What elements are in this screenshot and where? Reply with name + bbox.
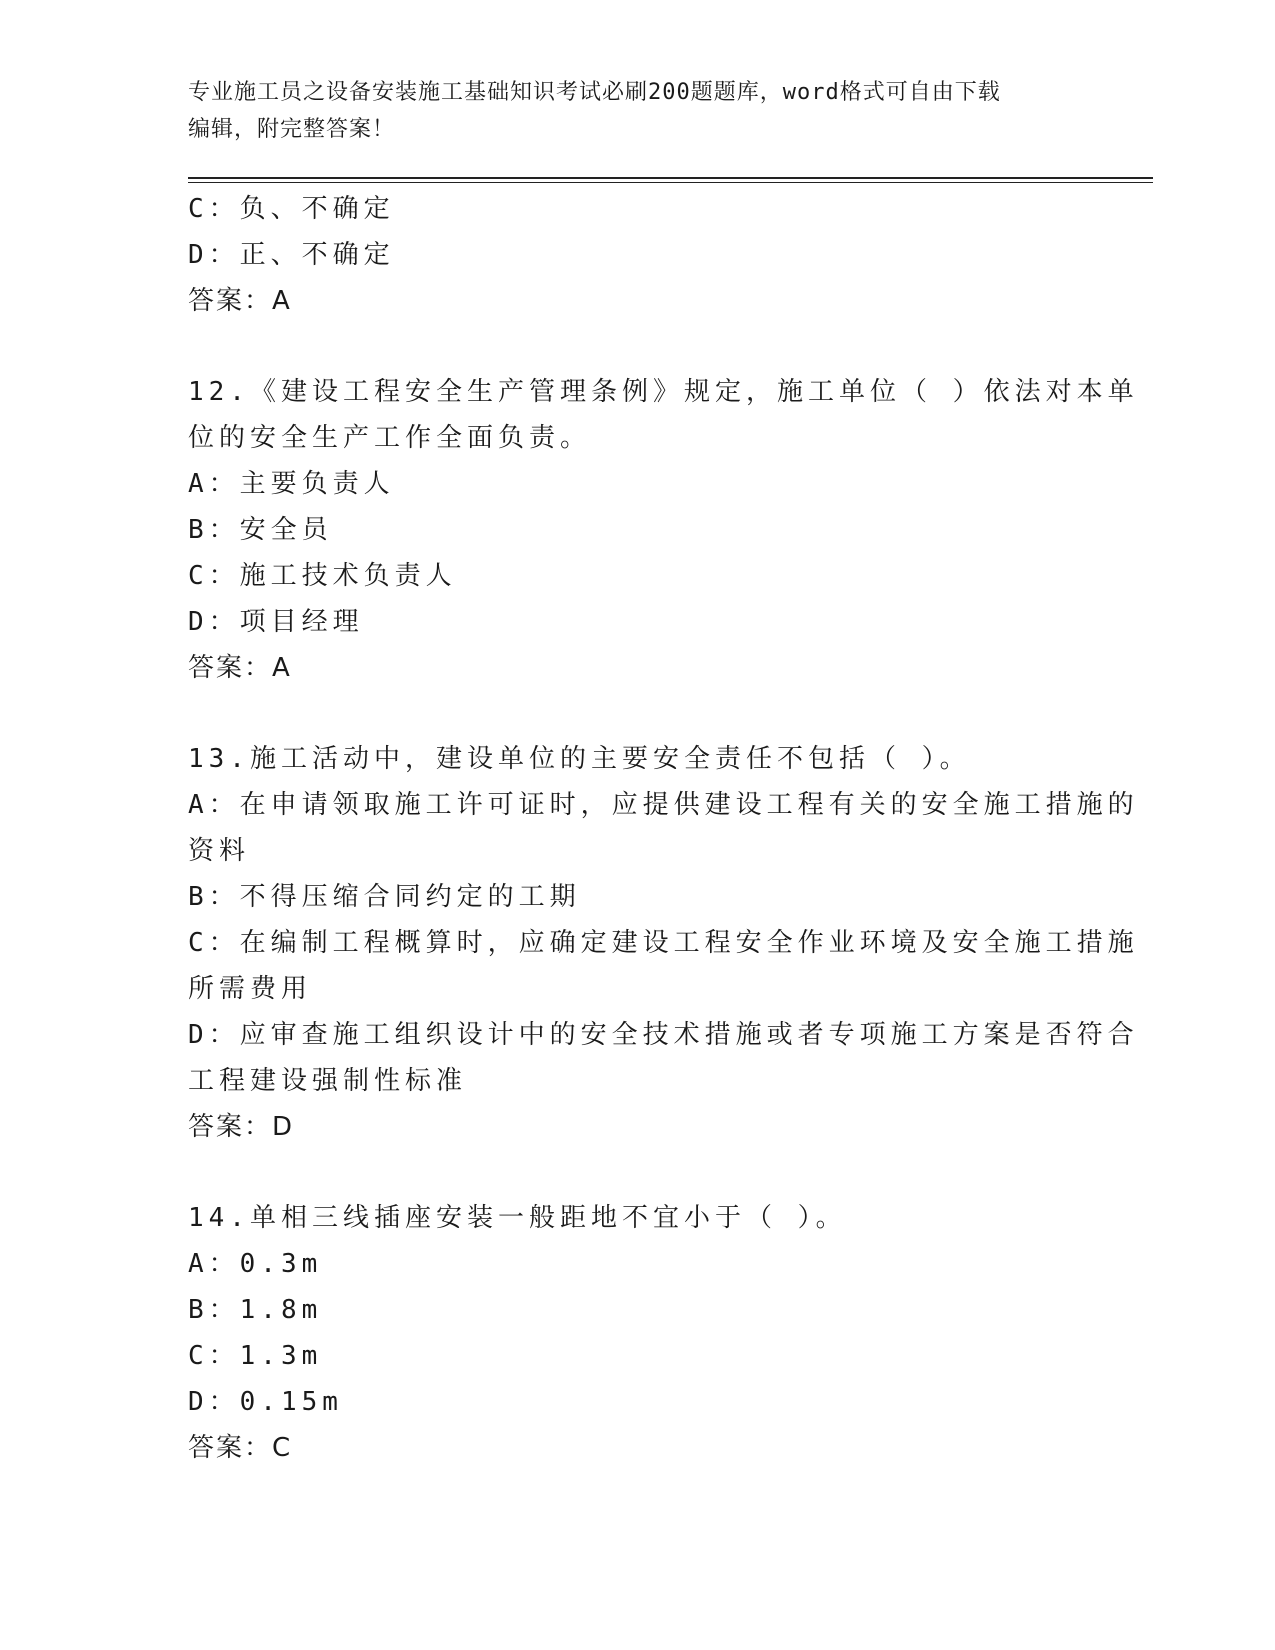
option-d: D：正、不确定 <box>188 240 395 270</box>
option-b: B：安全员 <box>188 515 333 545</box>
answer-label: 答案：D <box>188 1112 295 1142</box>
header-divider-thick <box>188 177 1153 179</box>
spacer <box>188 324 1088 369</box>
answer-label: 答案：C <box>188 1433 293 1463</box>
header-divider-thin <box>188 182 1153 183</box>
question-fragment <box>188 186 1088 324</box>
option-c: C：施工技术负责人 <box>188 561 457 591</box>
document-header <box>188 74 1088 148</box>
option-b: B：1.8m <box>188 1295 323 1325</box>
option-a-continued: 资料 <box>188 836 251 866</box>
spacer <box>188 1150 1088 1195</box>
option-c: C：负、不确定 <box>188 194 395 224</box>
option-c: C：在编制工程概算时，应确定建设工程安全作业环境及安全施工措施 <box>188 928 1139 958</box>
question-13 <box>188 736 1139 1150</box>
option-a: A：主要负责人 <box>188 469 395 499</box>
question-stem-line: 12.《建设工程安全生产管理条例》规定，施工单位（ ）依法对本单 <box>188 377 1139 407</box>
question-stem-line: 14.单相三线插座安装一般距地不宜小于（ ）。 <box>188 1203 847 1233</box>
option-d: D：项目经理 <box>188 607 364 637</box>
answer-label: 答案：A <box>188 286 292 316</box>
option-d: D：应审查施工组织设计中的安全技术措施或者专项施工方案是否符合 <box>188 1020 1139 1050</box>
question-14 <box>188 1195 1088 1471</box>
question-content <box>188 186 1139 1471</box>
header-line-1: 专业施工员之设备安装施工基础知识考试必刷200题题库，word格式可自由下载 <box>188 80 1001 105</box>
question-12 <box>188 369 1139 691</box>
header-line-2: 编辑，附完整答案！ <box>188 117 396 142</box>
option-a: A：在申请领取施工许可证时，应提供建设工程有关的安全施工措施的 <box>188 790 1139 820</box>
answer-label: 答案：A <box>188 653 292 683</box>
question-stem-line: 位的安全生产工作全面负责。 <box>188 423 592 453</box>
option-c: C：1.3m <box>188 1341 323 1371</box>
option-b: B：不得压缩合同约定的工期 <box>188 882 581 912</box>
option-a: A：0.3m <box>188 1249 323 1279</box>
option-d-continued: 工程建设强制性标准 <box>188 1066 468 1096</box>
spacer <box>188 691 1088 736</box>
question-stem-line: 13.施工活动中，建设单位的主要安全责任不包括（ ）。 <box>188 744 971 774</box>
option-c-continued: 所需费用 <box>188 974 313 1004</box>
option-d: D：0.15m <box>188 1387 343 1417</box>
